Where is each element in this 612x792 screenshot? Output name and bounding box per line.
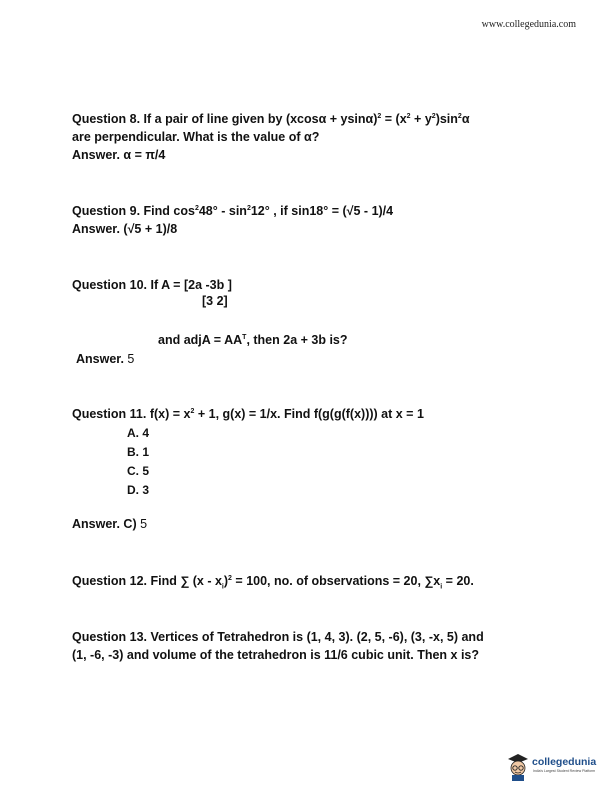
question-10 — [72, 276, 232, 294]
question-10-line-3 — [158, 331, 348, 349]
question-8-text: α — [461, 112, 470, 126]
option-b: B. 1 — [127, 445, 150, 459]
question-10-line-1 — [72, 276, 232, 294]
question-12 — [72, 572, 474, 590]
question-10-answer — [76, 350, 134, 368]
question-10-condition — [158, 331, 348, 349]
option-d: D. 3 — [127, 483, 150, 497]
question-11-options — [127, 424, 149, 500]
mascot-icon — [506, 751, 530, 781]
question-11-text: f(x) = x — [146, 407, 191, 421]
question-12-text: Find ∑ (x - x — [147, 574, 222, 588]
question-8-text: = (x — [381, 112, 407, 126]
collegedunia-logo — [506, 751, 606, 781]
question-13 — [72, 628, 484, 664]
question-8-text: + y — [410, 112, 432, 126]
question-11-label: Question 11. — [72, 407, 147, 421]
question-9-answer — [72, 220, 393, 238]
question-11-line-1 — [72, 405, 424, 423]
question-10-text: If A = [2a -3b ] — [147, 278, 232, 292]
question-8-label: Question 8. — [72, 112, 141, 126]
answer-value: 5 — [136, 517, 148, 531]
question-8-line-2: are perpendicular. What is the value of α? — [72, 130, 320, 144]
option-c: C. 5 — [127, 464, 150, 478]
question-8-answer — [72, 146, 470, 164]
question-9-line-1 — [72, 202, 393, 220]
answer-value: 5 — [123, 352, 135, 366]
superscript: 2 — [190, 407, 195, 415]
question-8-text: )sin — [435, 112, 458, 126]
question-11-answer — [72, 515, 147, 533]
question-11 — [72, 405, 424, 423]
subscript: i — [221, 583, 224, 591]
superscript: 2 — [406, 112, 411, 120]
superscript: 2 — [377, 112, 382, 120]
question-13-line-2: (1, -6, -3) and volume of the tetrahedron is 11/6 cubic unit. Then x is? — [72, 648, 480, 662]
matrix-row-2: [3 2] — [202, 294, 228, 308]
question-13-line-1 — [72, 628, 484, 646]
superscript: 2 — [194, 204, 199, 212]
superscript: 2 — [228, 574, 232, 582]
question-12-label: Question 12. — [72, 574, 148, 588]
question-11-text: + 1, g(x) = 1/x. Find f(g(g(f(x)))) at x = 1 — [194, 407, 424, 421]
question-8-text: If a pair of line given by (xcosα + ysinα) — [140, 112, 378, 126]
answer-value: α = π/4 — [119, 148, 166, 162]
superscript: 2 — [246, 204, 251, 212]
question-10-label: Question 10. — [72, 278, 148, 292]
superscript: T — [242, 333, 247, 341]
question-10-text: , then 2a + 3b is? — [246, 333, 348, 347]
question-8-line-1 — [72, 110, 470, 128]
answer-label: Answer. — [76, 352, 124, 366]
question-12-line-1 — [72, 572, 474, 590]
question-9-text: 48° - sin — [198, 204, 247, 218]
answer-label: Answer. — [72, 222, 120, 236]
question-10-text: and adjA = AA — [158, 333, 243, 347]
question-12-text: = 100, no. of observations = 20, ∑x — [231, 574, 441, 588]
logo-tagline: India's Largest Student Review Platform — [533, 769, 596, 773]
answer-choice: C) — [119, 517, 137, 531]
question-9-text: 12° , if sin18° = (√5 - 1)/4 — [250, 204, 394, 218]
answer-label: Answer. — [72, 148, 120, 162]
question-12-text: ) — [223, 574, 229, 588]
question-12-text: = 20. — [442, 574, 474, 588]
question-8 — [72, 110, 470, 164]
answer-label: Answer. — [72, 517, 120, 531]
question-11-answer-line — [72, 515, 147, 533]
option-a: A. 4 — [127, 426, 150, 440]
superscript: 2 — [457, 112, 462, 120]
question-9-text: Find cos — [140, 204, 195, 218]
question-9 — [72, 202, 393, 238]
logo-name: collegedunia — [532, 756, 597, 768]
subscript: i — [440, 583, 443, 591]
question-10-answer-line — [76, 350, 134, 368]
question-13-label: Question 13. — [72, 630, 148, 644]
question-9-label: Question 9. — [72, 204, 141, 218]
answer-value: (√5 + 1)/8 — [119, 222, 178, 236]
header-url: www.collegedunia.com — [481, 19, 576, 30]
superscript: 2 — [431, 112, 436, 120]
question-13-text: Vertices of Tetrahedron is (1, 4, 3). (2, 5, -6), (3, -x, 5) and — [147, 630, 484, 644]
